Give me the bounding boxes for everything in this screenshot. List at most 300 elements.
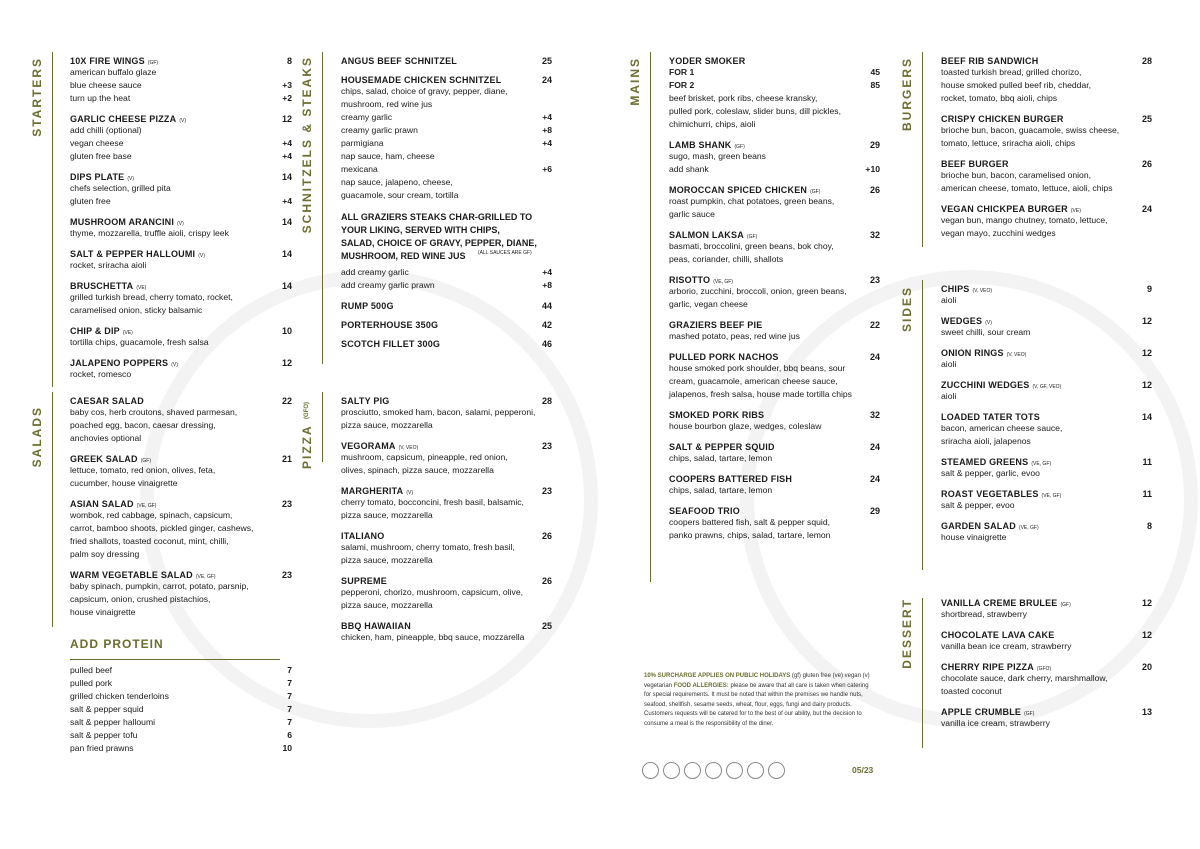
item-name-text: BRUSCHETTA xyxy=(70,281,134,291)
item-price: 12 xyxy=(1141,598,1152,608)
menu-line xyxy=(941,390,1152,403)
item-name-text: YODER SMOKER xyxy=(669,56,746,66)
item-name-text: WARM VEGETABLE SALAD xyxy=(70,570,193,580)
menu-item-header xyxy=(941,489,1152,499)
item-price: 46 xyxy=(541,339,552,349)
item-name xyxy=(941,284,992,294)
line-text: vanilla bean ice cream, strawberry xyxy=(941,641,1072,651)
menu-line xyxy=(669,420,880,433)
menu-line xyxy=(70,432,292,445)
menu-item-header xyxy=(669,320,880,330)
line-text: fried shallots, toasted coconut, mint, chilli, xyxy=(70,536,229,546)
item-price: 25 xyxy=(1141,114,1152,124)
menu-line xyxy=(669,285,880,298)
menu-item xyxy=(341,75,552,202)
menu-item-header xyxy=(341,75,552,85)
line-text: garlic sauce xyxy=(669,209,715,219)
item-name xyxy=(669,474,792,484)
item-name xyxy=(941,380,1061,390)
item-name-text: MUSHROOM ARANCINI xyxy=(70,217,175,227)
item-name xyxy=(941,316,992,326)
line-text: salt & pepper tofu xyxy=(70,730,138,740)
menu-item xyxy=(70,499,292,561)
menu-line xyxy=(70,742,292,755)
line-text: chicken, ham, pineapple, bbq sauce, mozzarella xyxy=(341,632,525,642)
menu-line xyxy=(669,79,880,92)
menu-line xyxy=(70,716,292,729)
line-text: gluten free base xyxy=(70,151,132,161)
schnitzels-label: SCHNITZELS & STEAKS xyxy=(300,56,314,234)
line-text: capsicum, onion, crushed pistachios, xyxy=(70,594,211,604)
item-name xyxy=(941,114,1064,124)
line-text: salami, mushroom, cherry tomato, fresh basil, xyxy=(341,542,515,552)
dietary-tag: (GFO) xyxy=(1036,666,1052,672)
menu-line xyxy=(669,163,880,176)
menu-item xyxy=(341,301,552,311)
menu-line xyxy=(341,419,552,432)
line-price: +4 xyxy=(542,267,552,277)
menu-line xyxy=(341,189,552,202)
menu-item xyxy=(941,489,1152,512)
menu-item-header xyxy=(341,339,552,349)
menu-item-header xyxy=(941,204,1152,214)
line-text: turn up the heat xyxy=(70,93,131,103)
menu-item-header xyxy=(70,396,292,406)
line-text: chefs selection, grilled pita xyxy=(70,183,171,193)
menu-item xyxy=(669,474,880,497)
menu-line xyxy=(341,266,552,279)
steak-heading-line: MUSHROOM, RED WINE JUS xyxy=(341,251,466,261)
menu-item xyxy=(941,662,1152,698)
menu-item-header xyxy=(669,474,880,484)
steak-heading-line: YOUR LIKING, SERVED WITH CHIPS, xyxy=(341,225,500,235)
dietary-tag: (GF) xyxy=(1060,602,1071,608)
menu-item xyxy=(941,707,1152,730)
item-name xyxy=(669,56,745,66)
item-name-text: BBQ HAWAIIAN xyxy=(341,621,411,631)
line-text: panko prawns, chips, salad, tartare, lemon xyxy=(669,530,831,540)
pizza-label xyxy=(300,402,314,469)
item-name xyxy=(669,352,779,362)
menu-item-header xyxy=(70,326,292,336)
menu-line xyxy=(941,227,1152,240)
dietary-tag: (GF) xyxy=(147,60,159,66)
menu-item-header xyxy=(70,249,292,259)
menu-item-header xyxy=(941,114,1152,124)
item-name xyxy=(70,570,216,580)
item-name-text: GREEK SALAD xyxy=(70,454,138,464)
item-name-text: SMOKED PORK RIBS xyxy=(669,410,765,420)
menu-item-header xyxy=(669,230,880,240)
item-name xyxy=(70,358,178,368)
item-price: 23 xyxy=(541,486,552,496)
item-name xyxy=(941,630,1054,640)
menu-line xyxy=(70,406,292,419)
line-text: guacamole, sour cream, tortilla xyxy=(341,190,459,200)
line-text: brioche bun, bacon, guacamole, swiss cheese, xyxy=(941,125,1120,135)
add-protein-rule xyxy=(70,659,280,660)
item-price: 21 xyxy=(281,454,292,464)
line-text: beef brisket, pork ribs, cheese kransky, xyxy=(669,93,818,103)
item-price: 29 xyxy=(869,506,880,516)
line-text: house bourbon glaze, wedges, coleslaw xyxy=(669,421,822,431)
item-name-text: ITALIANO xyxy=(341,531,385,541)
line-text: blue cheese sauce xyxy=(70,80,142,90)
add-protein-title: ADD PROTEIN xyxy=(70,637,164,651)
menu-line xyxy=(70,195,292,208)
item-name xyxy=(70,114,186,124)
item-name-text: SEAFOOD TRIO xyxy=(669,506,740,516)
item-name xyxy=(941,159,1009,169)
menu-item xyxy=(941,380,1152,403)
menu-item xyxy=(70,570,292,619)
item-name xyxy=(70,454,151,464)
item-name-text: PORTERHOUSE 350G xyxy=(341,320,439,330)
line-text: carrot, bamboo shoots, pickled ginger, cashews, xyxy=(70,523,254,533)
item-name-text: MOROCCAN SPICED CHICKEN xyxy=(669,185,808,195)
item-price: 32 xyxy=(869,410,880,420)
menu-item xyxy=(941,284,1152,307)
menu-item-header xyxy=(669,275,880,285)
item-name xyxy=(341,396,389,406)
dietary-tag: (V, VEO) xyxy=(972,288,993,294)
item-price: 12 xyxy=(1141,380,1152,390)
menu-line xyxy=(341,176,552,189)
menu-item xyxy=(941,204,1152,240)
menu-line xyxy=(70,477,292,490)
menu-item xyxy=(941,159,1152,195)
menu-line xyxy=(70,509,292,522)
menu-line xyxy=(941,294,1152,307)
menu-line xyxy=(941,214,1152,227)
line-text: house smoked pork shoulder, bbq beans, sour xyxy=(669,363,846,373)
line-text: pizza sauce, mozzarella xyxy=(341,420,433,430)
line-text: salt & pepper, evoo xyxy=(941,500,1015,510)
menu-line xyxy=(341,124,552,137)
menu-item-header xyxy=(941,630,1152,640)
line-text: peas, coriander, chilli, shallots xyxy=(669,254,784,264)
line-text: toasted turkish bread, grilled chorizo, xyxy=(941,67,1082,77)
steak-heading-line: SALAD, CHOICE OF GRAVY, PEPPER, DIANE, xyxy=(341,238,537,248)
line-text: brioche bun, bacon, caramelised onion, xyxy=(941,170,1092,180)
menu-line xyxy=(70,79,292,92)
menu-item xyxy=(341,339,552,349)
menu-line xyxy=(669,484,880,497)
line-price: +8 xyxy=(542,280,552,290)
dessert-rule xyxy=(922,598,923,748)
line-text: FOR 2 xyxy=(669,80,695,90)
line-text: baby cos, herb croutons, shaved parmesan, xyxy=(70,407,238,417)
line-price: 45 xyxy=(870,67,880,77)
item-price: 32 xyxy=(869,230,880,240)
menu-line xyxy=(341,496,552,509)
menu-item-header xyxy=(941,380,1152,390)
menu-line xyxy=(669,362,880,375)
line-text: mushroom, capsicum, pineapple, red onion, xyxy=(341,452,508,462)
menu-item xyxy=(941,457,1152,480)
line-text: vanilla ice cream, strawberry xyxy=(941,718,1050,728)
line-price: +10 xyxy=(865,164,880,174)
line-text: mexicana xyxy=(341,164,378,174)
burgers-rule xyxy=(922,52,923,247)
line-text: aioli xyxy=(941,295,957,305)
menu-line xyxy=(669,150,880,163)
line-text: creamy garlic prawn xyxy=(341,125,418,135)
menu-item xyxy=(669,442,880,465)
item-name xyxy=(669,506,740,516)
line-price: +6 xyxy=(542,164,552,174)
line-text: caramelised onion, sticky balsamic xyxy=(70,305,203,315)
menu-item xyxy=(341,531,552,567)
menu-item xyxy=(669,56,880,131)
item-price: 24 xyxy=(541,75,552,85)
menu-item xyxy=(941,316,1152,339)
line-text: aioli xyxy=(941,359,957,369)
item-price: 11 xyxy=(1142,489,1152,499)
item-name xyxy=(341,486,413,496)
menu-item-header xyxy=(941,598,1152,608)
item-name xyxy=(669,275,733,285)
line-text: american cheese, tomato, lettuce, aioli, chips xyxy=(941,183,1113,193)
menu-line xyxy=(669,105,880,118)
steak-intro xyxy=(341,211,552,292)
menu-line xyxy=(70,124,292,137)
item-name xyxy=(941,662,1051,672)
item-name-text: VANILLA CREME BRULEE xyxy=(941,598,1058,608)
menu-item-header xyxy=(70,56,292,66)
item-name-text: LOADED TATER TOTS xyxy=(941,412,1040,422)
line-text: poached egg, bacon, caesar dressing, xyxy=(70,420,216,430)
menu-item xyxy=(669,230,880,266)
salads-rule xyxy=(52,392,53,627)
menu-item xyxy=(70,281,292,317)
item-price: 12 xyxy=(1141,348,1152,358)
menu-line xyxy=(70,703,292,716)
item-price: 26 xyxy=(541,531,552,541)
menu-item xyxy=(70,326,292,349)
item-name-text: SUPREME xyxy=(341,576,387,586)
menu-line xyxy=(941,467,1152,480)
item-name-text: BEEF BURGER xyxy=(941,159,1009,169)
salads-section xyxy=(30,392,292,637)
item-price: 8 xyxy=(1146,521,1152,531)
menu-item-header xyxy=(341,486,552,496)
item-name-text: PULLED PORK NACHOS xyxy=(669,352,779,362)
dietary-tag: (VE, GF) xyxy=(1041,493,1062,499)
menu-item-header xyxy=(341,396,552,406)
item-name-text: STEAMED GREENS xyxy=(941,457,1029,467)
menu-line xyxy=(70,535,292,548)
item-name-text: SCOTCH FILLET 300G xyxy=(341,339,441,349)
menu-line xyxy=(70,227,292,240)
menu-line xyxy=(669,452,880,465)
item-price: 25 xyxy=(541,56,552,66)
menu-item-header xyxy=(70,217,292,227)
menu-line xyxy=(941,66,1152,79)
item-name-text: BEEF RIB SANDWICH xyxy=(941,56,1039,66)
item-name-text: RISOTTO xyxy=(669,275,711,285)
item-price: 23 xyxy=(281,499,292,509)
menu-line xyxy=(341,406,552,419)
menu-item xyxy=(669,185,880,221)
menu-line xyxy=(669,240,880,253)
menu-line xyxy=(70,291,292,304)
item-name xyxy=(341,621,411,631)
item-name-text: DIPS PLATE xyxy=(70,172,125,182)
steak-heading: ALL GRAZIERS STEAKS CHAR-GRILLED TO YOUR LIKING, SERVED WITH CHIPS, SALAD, CHOICE OF GRAVY, PEPPER, DIANE, MUSHROOM, RED WINE JUS (ALL SAUCES ARE GF) xyxy=(341,211,552,263)
sides-section xyxy=(900,280,1152,598)
item-price: 24 xyxy=(869,352,880,362)
line-text: house vinaigrette xyxy=(70,607,136,617)
menu-item xyxy=(341,441,552,477)
item-name-text: CHIPS xyxy=(941,284,970,294)
line-text: pulled pork, coleslaw, slider buns, dill pickles, xyxy=(669,106,841,116)
line-price: +8 xyxy=(542,125,552,135)
line-text: aioli xyxy=(941,391,957,401)
item-name-text: CAESAR SALAD xyxy=(70,396,144,406)
item-name-text: ROAST VEGETABLES xyxy=(941,489,1039,499)
starters-section xyxy=(30,52,292,392)
menu-line xyxy=(341,631,552,644)
menu-item xyxy=(70,56,292,105)
item-price: 20 xyxy=(1141,662,1152,672)
menu-line xyxy=(941,182,1152,195)
menu-line xyxy=(941,137,1152,150)
line-price: +4 xyxy=(282,196,292,206)
menu-item-header xyxy=(941,521,1152,531)
dietary-tag: (VE) xyxy=(1070,208,1081,214)
dietary-tag: (VE, GF) xyxy=(195,574,216,580)
dietary-tag: (V) xyxy=(127,176,135,182)
item-name-text: SALMON LAKSA xyxy=(669,230,744,240)
award-badges xyxy=(642,762,785,779)
line-text: rocket, tomato, bbq aioli, chips xyxy=(941,93,1058,103)
badge-icon xyxy=(747,762,764,779)
burgers-items xyxy=(941,56,1152,249)
menu-item xyxy=(70,114,292,163)
menu-line xyxy=(941,92,1152,105)
item-name xyxy=(941,489,1061,499)
item-name xyxy=(941,457,1051,467)
dietary-tag: (GF) xyxy=(734,144,745,150)
line-text: salt & pepper, garlic, evoo xyxy=(941,468,1040,478)
line-text: pepperoni, chorizo, mushroom, capsicum, olive, xyxy=(341,587,523,597)
line-price: 10 xyxy=(282,743,292,753)
menu-line xyxy=(669,375,880,388)
item-name-text: CHOCOLATE LAVA CAKE xyxy=(941,630,1055,640)
item-name xyxy=(941,412,1040,422)
menu-item-header xyxy=(941,316,1152,326)
item-name-text: RUMP 500G xyxy=(341,301,394,311)
line-text: parmigiana xyxy=(341,138,384,148)
line-price: +4 xyxy=(282,151,292,161)
dietary-tag: (V) xyxy=(177,221,184,227)
item-price: 11 xyxy=(1142,457,1152,467)
menu-line xyxy=(941,422,1152,435)
dietary-tag: (V) xyxy=(198,253,205,259)
line-text: chips, salad, tartare, lemon xyxy=(669,453,773,463)
line-text: tortilla chips, guacamole, fresh salsa xyxy=(70,337,209,347)
mains-rule xyxy=(650,52,651,582)
menu-line xyxy=(341,599,552,612)
sides-items xyxy=(941,284,1152,553)
item-name xyxy=(70,249,205,259)
dietary-tag: (V) xyxy=(171,362,178,368)
item-name xyxy=(70,172,134,182)
line-text: rocket, romesco xyxy=(70,369,132,379)
dietary-tag: (GF) xyxy=(810,189,821,195)
line-price: +4 xyxy=(542,112,552,122)
menu-line xyxy=(941,124,1152,137)
menu-line xyxy=(669,253,880,266)
item-price: 8 xyxy=(286,56,292,66)
menu-item xyxy=(941,348,1152,371)
menu-item xyxy=(669,506,880,542)
item-name xyxy=(70,56,158,66)
line-price: 7 xyxy=(287,717,292,727)
pizza-rule xyxy=(322,392,323,462)
badge-icon xyxy=(684,762,701,779)
menu-item-header xyxy=(941,707,1152,717)
item-price: 24 xyxy=(1141,204,1152,214)
menu-item-header xyxy=(70,454,292,464)
dietary-tag: (V) xyxy=(985,320,992,326)
dietary-tag: (V) xyxy=(406,490,413,496)
menu-line xyxy=(341,509,552,522)
item-name xyxy=(669,442,775,452)
item-price: 14 xyxy=(281,217,292,227)
item-name-text: CHIP & DIP xyxy=(70,326,120,336)
menu-item xyxy=(941,521,1152,544)
item-price: 42 xyxy=(541,320,552,330)
menu-item xyxy=(70,358,292,381)
item-name xyxy=(341,576,387,586)
badge-icon xyxy=(663,762,680,779)
item-price: 14 xyxy=(281,281,292,291)
menu-line xyxy=(669,195,880,208)
menu-line xyxy=(70,522,292,535)
menu-line xyxy=(341,451,552,464)
menu-line xyxy=(941,531,1152,544)
menu-item xyxy=(941,114,1152,150)
menu-line xyxy=(70,729,292,742)
item-name xyxy=(669,185,820,195)
line-text: jalapenos, fresh salsa, house made tortilla chips xyxy=(669,389,852,399)
item-name xyxy=(941,348,1026,358)
line-text: add shank xyxy=(669,164,709,174)
starters-label: STARTERS xyxy=(30,57,44,137)
item-name-text: GARLIC CHEESE PIZZA xyxy=(70,114,177,124)
menu-line xyxy=(341,586,552,599)
menu-item xyxy=(941,630,1152,653)
pizza-label-text: PIZZA xyxy=(300,424,314,470)
line-text: olives, spinach, pizza sauce, mozzarella xyxy=(341,465,494,475)
allergy-text: please be aware that all care is taken when catering for special requirements. It must be noted that within the premises we handle nuts, seafood, shellfish, sesame seeds, wheat, flour, eggs, fungi and dairy products. Customers requests will be catered for to the best of our ability, but the decision to consume a meal is the responsibility of the diner. xyxy=(644,682,869,727)
line-text: thyme, mozzarella, truffle aioli, crispy leek xyxy=(70,228,229,238)
item-name-text: VEGORAMA xyxy=(341,441,396,451)
line-text: rocket, sriracha aioli xyxy=(70,260,147,270)
item-price: 12 xyxy=(281,358,292,368)
allergy-label: FOOD ALLERGIES: xyxy=(673,682,729,689)
surcharge-notice: 10% SURCHARGE APPLIES ON PUBLIC HOLIDAYS xyxy=(644,673,791,679)
line-text: pizza sauce, mozzarella xyxy=(341,510,433,520)
item-name-text: CHERRY RIPE PIZZA xyxy=(941,662,1034,672)
menu-item-header xyxy=(341,621,552,631)
item-name-text: ONION RINGS xyxy=(941,348,1004,358)
item-name xyxy=(341,320,438,330)
line-text: cream, guacamole, american cheese sauce, xyxy=(669,376,838,386)
menu-item-header xyxy=(70,281,292,291)
